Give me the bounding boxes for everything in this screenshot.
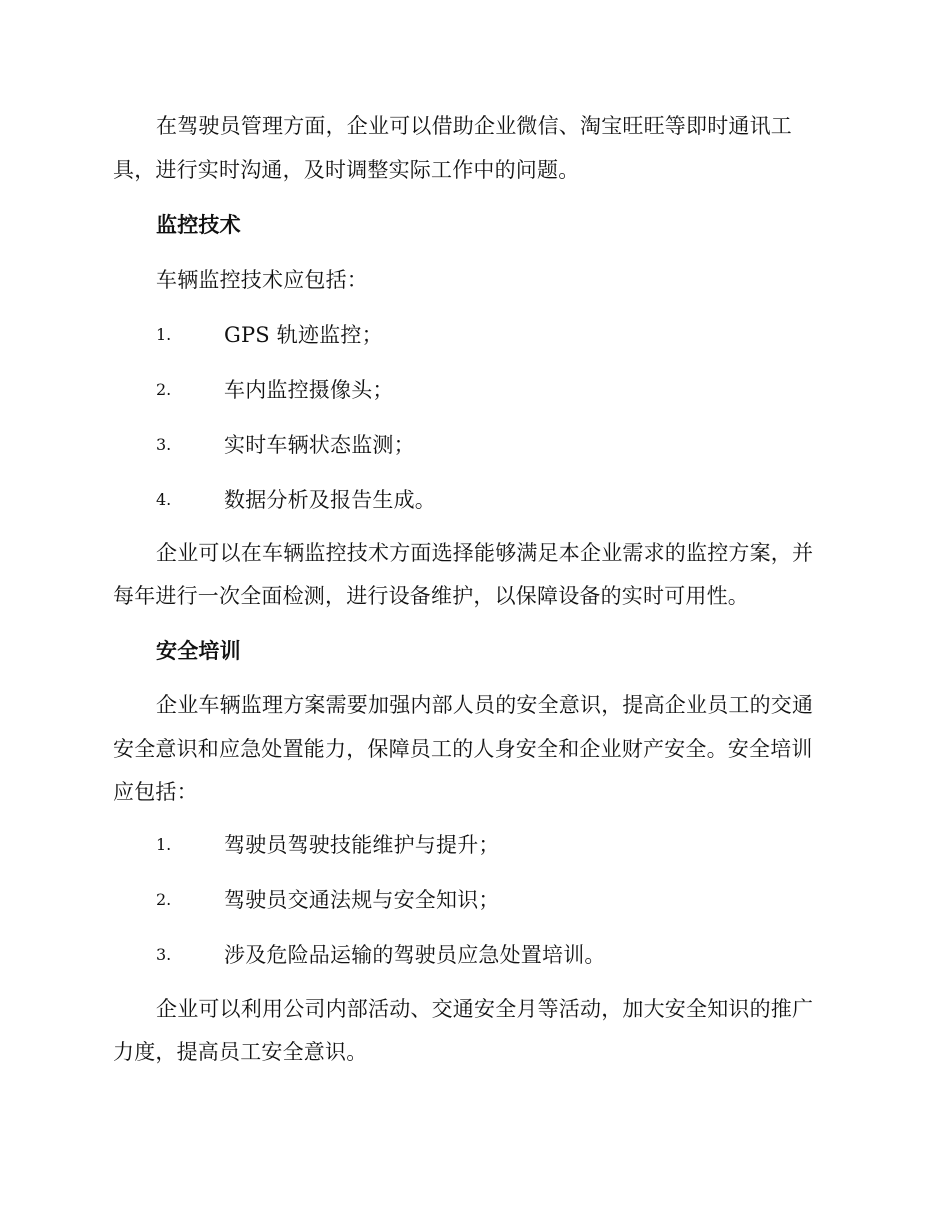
paragraph-promotion-line-1: 企业可以利用公司内部活动、交通安全月等活动，加大安全知识的推广 bbox=[156, 997, 814, 1021]
paragraph-monitoring-plan-line-1: 企业可以在车辆监控技术方面选择能够满足本企业需求的监控方案，并 bbox=[156, 541, 814, 565]
list-item-text: 数据分析及报告生成。 bbox=[224, 488, 436, 512]
paragraph-driver-management-line-1: 在驾驶员管理方面，企业可以借助企业微信、淘宝旺旺等即时通讯工 bbox=[156, 114, 792, 138]
paragraph-monitoring-plan-line-2: 每年进行一次全面检测，进行设备维护，以保障设备的实时可用性。 bbox=[113, 584, 749, 608]
paragraph-promotion-line-2: 力度，提高员工安全意识。 bbox=[113, 1040, 368, 1064]
paragraph-driver-management-line-2: 具，进行实时沟通，及时调整实际工作中的问题。 bbox=[113, 158, 580, 182]
list-item-number: 1. bbox=[156, 835, 172, 854]
heading-monitoring-technology: 监控技术 bbox=[156, 212, 241, 237]
list-item-text: 驾驶员交通法规与安全知识； bbox=[224, 888, 500, 912]
list-item-text: 车内监控摄像头； bbox=[224, 378, 394, 402]
list-item-number: 2. bbox=[156, 890, 172, 909]
paragraph-training-line-1: 企业车辆监理方案需要加强内部人员的安全意识，提高企业员工的交通 bbox=[156, 693, 814, 717]
paragraph-training-line-3: 应包括： bbox=[113, 780, 198, 804]
list-item-number: 4. bbox=[156, 490, 172, 509]
list-item-number: 1. bbox=[156, 325, 172, 344]
list-item-text: 涉及危险品运输的驾驶员应急处置培训。 bbox=[224, 943, 606, 967]
list-item-text: 驾驶员驾驶技能维护与提升； bbox=[224, 833, 500, 857]
list-item-text: GPS 轨迹监控； bbox=[224, 323, 383, 347]
paragraph-training-line-2: 安全意识和应急处置能力，保障员工的人身安全和企业财产安全。安全培训 bbox=[113, 737, 813, 761]
list-item-number: 2. bbox=[156, 380, 172, 399]
list-item-number: 3. bbox=[156, 435, 172, 454]
paragraph-monitoring-intro: 车辆监控技术应包括： bbox=[156, 268, 368, 292]
list-item-text: 实时车辆状态监测； bbox=[224, 433, 415, 457]
heading-safety-training: 安全培训 bbox=[156, 638, 241, 663]
list-item-number: 3. bbox=[156, 945, 172, 964]
